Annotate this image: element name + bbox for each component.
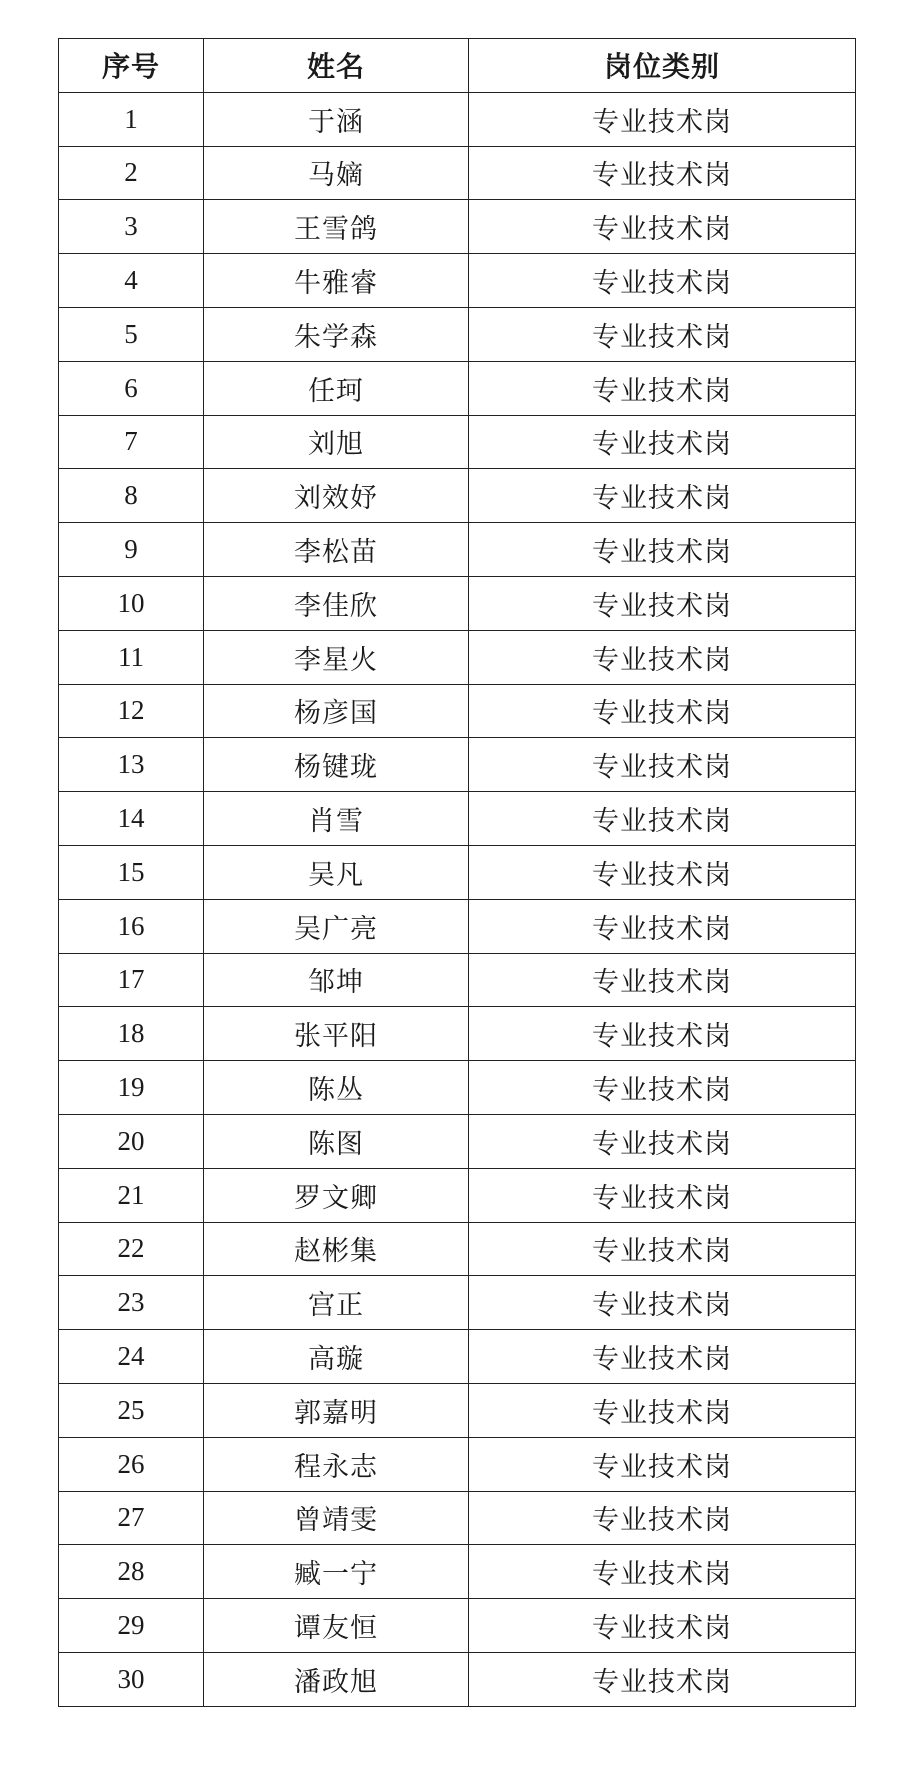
cell-position-category: 专业技术岗 xyxy=(469,415,856,469)
cell-name: 程永志 xyxy=(204,1437,469,1491)
table-row xyxy=(59,792,856,846)
cell-serial-number: 6 xyxy=(59,361,204,415)
cell-serial-number: 25 xyxy=(59,1383,204,1437)
table-row xyxy=(59,1222,856,1276)
table-row xyxy=(59,845,856,899)
cell-name: 李佳欣 xyxy=(204,576,469,630)
cell-name: 于涵 xyxy=(204,92,469,146)
cell-position-category: 专业技术岗 xyxy=(469,1222,856,1276)
table-row xyxy=(59,200,856,254)
cell-serial-number: 2 xyxy=(59,146,204,200)
cell-position-category: 专业技术岗 xyxy=(469,1330,856,1384)
table-row xyxy=(59,1330,856,1384)
cell-name: 臧一宁 xyxy=(204,1545,469,1599)
cell-name: 高璇 xyxy=(204,1330,469,1384)
cell-position-category: 专业技术岗 xyxy=(469,361,856,415)
table-row xyxy=(59,92,856,146)
cell-position-category: 专业技术岗 xyxy=(469,684,856,738)
cell-serial-number: 10 xyxy=(59,576,204,630)
header-row xyxy=(59,39,856,93)
cell-name: 王雪鸽 xyxy=(204,200,469,254)
cell-serial-number: 30 xyxy=(59,1652,204,1706)
cell-position-category: 专业技术岗 xyxy=(469,1437,856,1491)
table-row xyxy=(59,899,856,953)
cell-name: 曾靖雯 xyxy=(204,1491,469,1545)
table-row xyxy=(59,576,856,630)
table-row xyxy=(59,1383,856,1437)
cell-position-category: 专业技术岗 xyxy=(469,254,856,308)
table-row xyxy=(59,1061,856,1115)
cell-name: 谭友恒 xyxy=(204,1599,469,1653)
cell-name: 杨键珑 xyxy=(204,738,469,792)
cell-serial-number: 4 xyxy=(59,254,204,308)
cell-serial-number: 24 xyxy=(59,1330,204,1384)
cell-serial-number: 13 xyxy=(59,738,204,792)
cell-serial-number: 9 xyxy=(59,523,204,577)
cell-name: 宫正 xyxy=(204,1276,469,1330)
cell-name: 朱学森 xyxy=(204,307,469,361)
cell-serial-number: 28 xyxy=(59,1545,204,1599)
cell-name: 李星火 xyxy=(204,630,469,684)
cell-serial-number: 22 xyxy=(59,1222,204,1276)
table-row xyxy=(59,361,856,415)
cell-name: 肖雪 xyxy=(204,792,469,846)
cell-position-category: 专业技术岗 xyxy=(469,1276,856,1330)
cell-serial-number: 14 xyxy=(59,792,204,846)
cell-name: 罗文卿 xyxy=(204,1168,469,1222)
cell-position-category: 专业技术岗 xyxy=(469,1545,856,1599)
cell-serial-number: 26 xyxy=(59,1437,204,1491)
cell-position-category: 专业技术岗 xyxy=(469,792,856,846)
cell-name: 赵彬集 xyxy=(204,1222,469,1276)
cell-position-category: 专业技术岗 xyxy=(469,1491,856,1545)
table-row xyxy=(59,1114,856,1168)
table-row xyxy=(59,146,856,200)
cell-name: 张平阳 xyxy=(204,1007,469,1061)
table-body xyxy=(59,92,856,1706)
cell-position-category: 专业技术岗 xyxy=(469,1652,856,1706)
header-name: 姓名 xyxy=(204,39,469,93)
personnel-table xyxy=(58,38,856,1707)
cell-name: 刘效妤 xyxy=(204,469,469,523)
table-row xyxy=(59,307,856,361)
cell-name: 任珂 xyxy=(204,361,469,415)
table-row xyxy=(59,684,856,738)
cell-position-category: 专业技术岗 xyxy=(469,469,856,523)
table-row xyxy=(59,953,856,1007)
table-row xyxy=(59,1007,856,1061)
cell-serial-number: 7 xyxy=(59,415,204,469)
cell-serial-number: 15 xyxy=(59,845,204,899)
header-position-category: 岗位类别 xyxy=(469,39,856,93)
table-row xyxy=(59,1545,856,1599)
cell-name: 陈图 xyxy=(204,1114,469,1168)
cell-serial-number: 17 xyxy=(59,953,204,1007)
cell-position-category: 专业技术岗 xyxy=(469,1007,856,1061)
cell-position-category: 专业技术岗 xyxy=(469,899,856,953)
cell-serial-number: 23 xyxy=(59,1276,204,1330)
cell-serial-number: 19 xyxy=(59,1061,204,1115)
cell-position-category: 专业技术岗 xyxy=(469,845,856,899)
cell-position-category: 专业技术岗 xyxy=(469,1061,856,1115)
cell-name: 吴凡 xyxy=(204,845,469,899)
table-row xyxy=(59,1491,856,1545)
table-row xyxy=(59,254,856,308)
cell-serial-number: 11 xyxy=(59,630,204,684)
cell-serial-number: 18 xyxy=(59,1007,204,1061)
cell-position-category: 专业技术岗 xyxy=(469,1383,856,1437)
cell-position-category: 专业技术岗 xyxy=(469,146,856,200)
cell-name: 马嫡 xyxy=(204,146,469,200)
cell-position-category: 专业技术岗 xyxy=(469,1168,856,1222)
cell-name: 郭嘉明 xyxy=(204,1383,469,1437)
table-row xyxy=(59,1168,856,1222)
cell-serial-number: 3 xyxy=(59,200,204,254)
cell-name: 刘旭 xyxy=(204,415,469,469)
cell-name: 杨彦国 xyxy=(204,684,469,738)
cell-position-category: 专业技术岗 xyxy=(469,738,856,792)
cell-serial-number: 20 xyxy=(59,1114,204,1168)
cell-position-category: 专业技术岗 xyxy=(469,576,856,630)
table-row xyxy=(59,738,856,792)
table-row xyxy=(59,1652,856,1706)
table-row xyxy=(59,1276,856,1330)
cell-position-category: 专业技术岗 xyxy=(469,1114,856,1168)
cell-name: 李松苗 xyxy=(204,523,469,577)
cell-serial-number: 27 xyxy=(59,1491,204,1545)
table-row xyxy=(59,630,856,684)
cell-position-category: 专业技术岗 xyxy=(469,630,856,684)
cell-position-category: 专业技术岗 xyxy=(469,953,856,1007)
cell-serial-number: 29 xyxy=(59,1599,204,1653)
personnel-table-container xyxy=(58,38,855,1707)
cell-name: 吴广亮 xyxy=(204,899,469,953)
header-serial-number: 序号 xyxy=(59,39,204,93)
cell-name: 邹坤 xyxy=(204,953,469,1007)
cell-serial-number: 1 xyxy=(59,92,204,146)
table-header xyxy=(59,39,856,93)
cell-serial-number: 12 xyxy=(59,684,204,738)
cell-serial-number: 16 xyxy=(59,899,204,953)
cell-position-category: 专业技术岗 xyxy=(469,307,856,361)
cell-position-category: 专业技术岗 xyxy=(469,200,856,254)
cell-position-category: 专业技术岗 xyxy=(469,523,856,577)
cell-serial-number: 5 xyxy=(59,307,204,361)
cell-position-category: 专业技术岗 xyxy=(469,92,856,146)
cell-serial-number: 21 xyxy=(59,1168,204,1222)
table-row xyxy=(59,469,856,523)
cell-name: 潘政旭 xyxy=(204,1652,469,1706)
cell-serial-number: 8 xyxy=(59,469,204,523)
cell-name: 陈丛 xyxy=(204,1061,469,1115)
cell-name: 牛雅睿 xyxy=(204,254,469,308)
table-row xyxy=(59,415,856,469)
table-row xyxy=(59,523,856,577)
cell-position-category: 专业技术岗 xyxy=(469,1599,856,1653)
table-row xyxy=(59,1599,856,1653)
table-row xyxy=(59,1437,856,1491)
